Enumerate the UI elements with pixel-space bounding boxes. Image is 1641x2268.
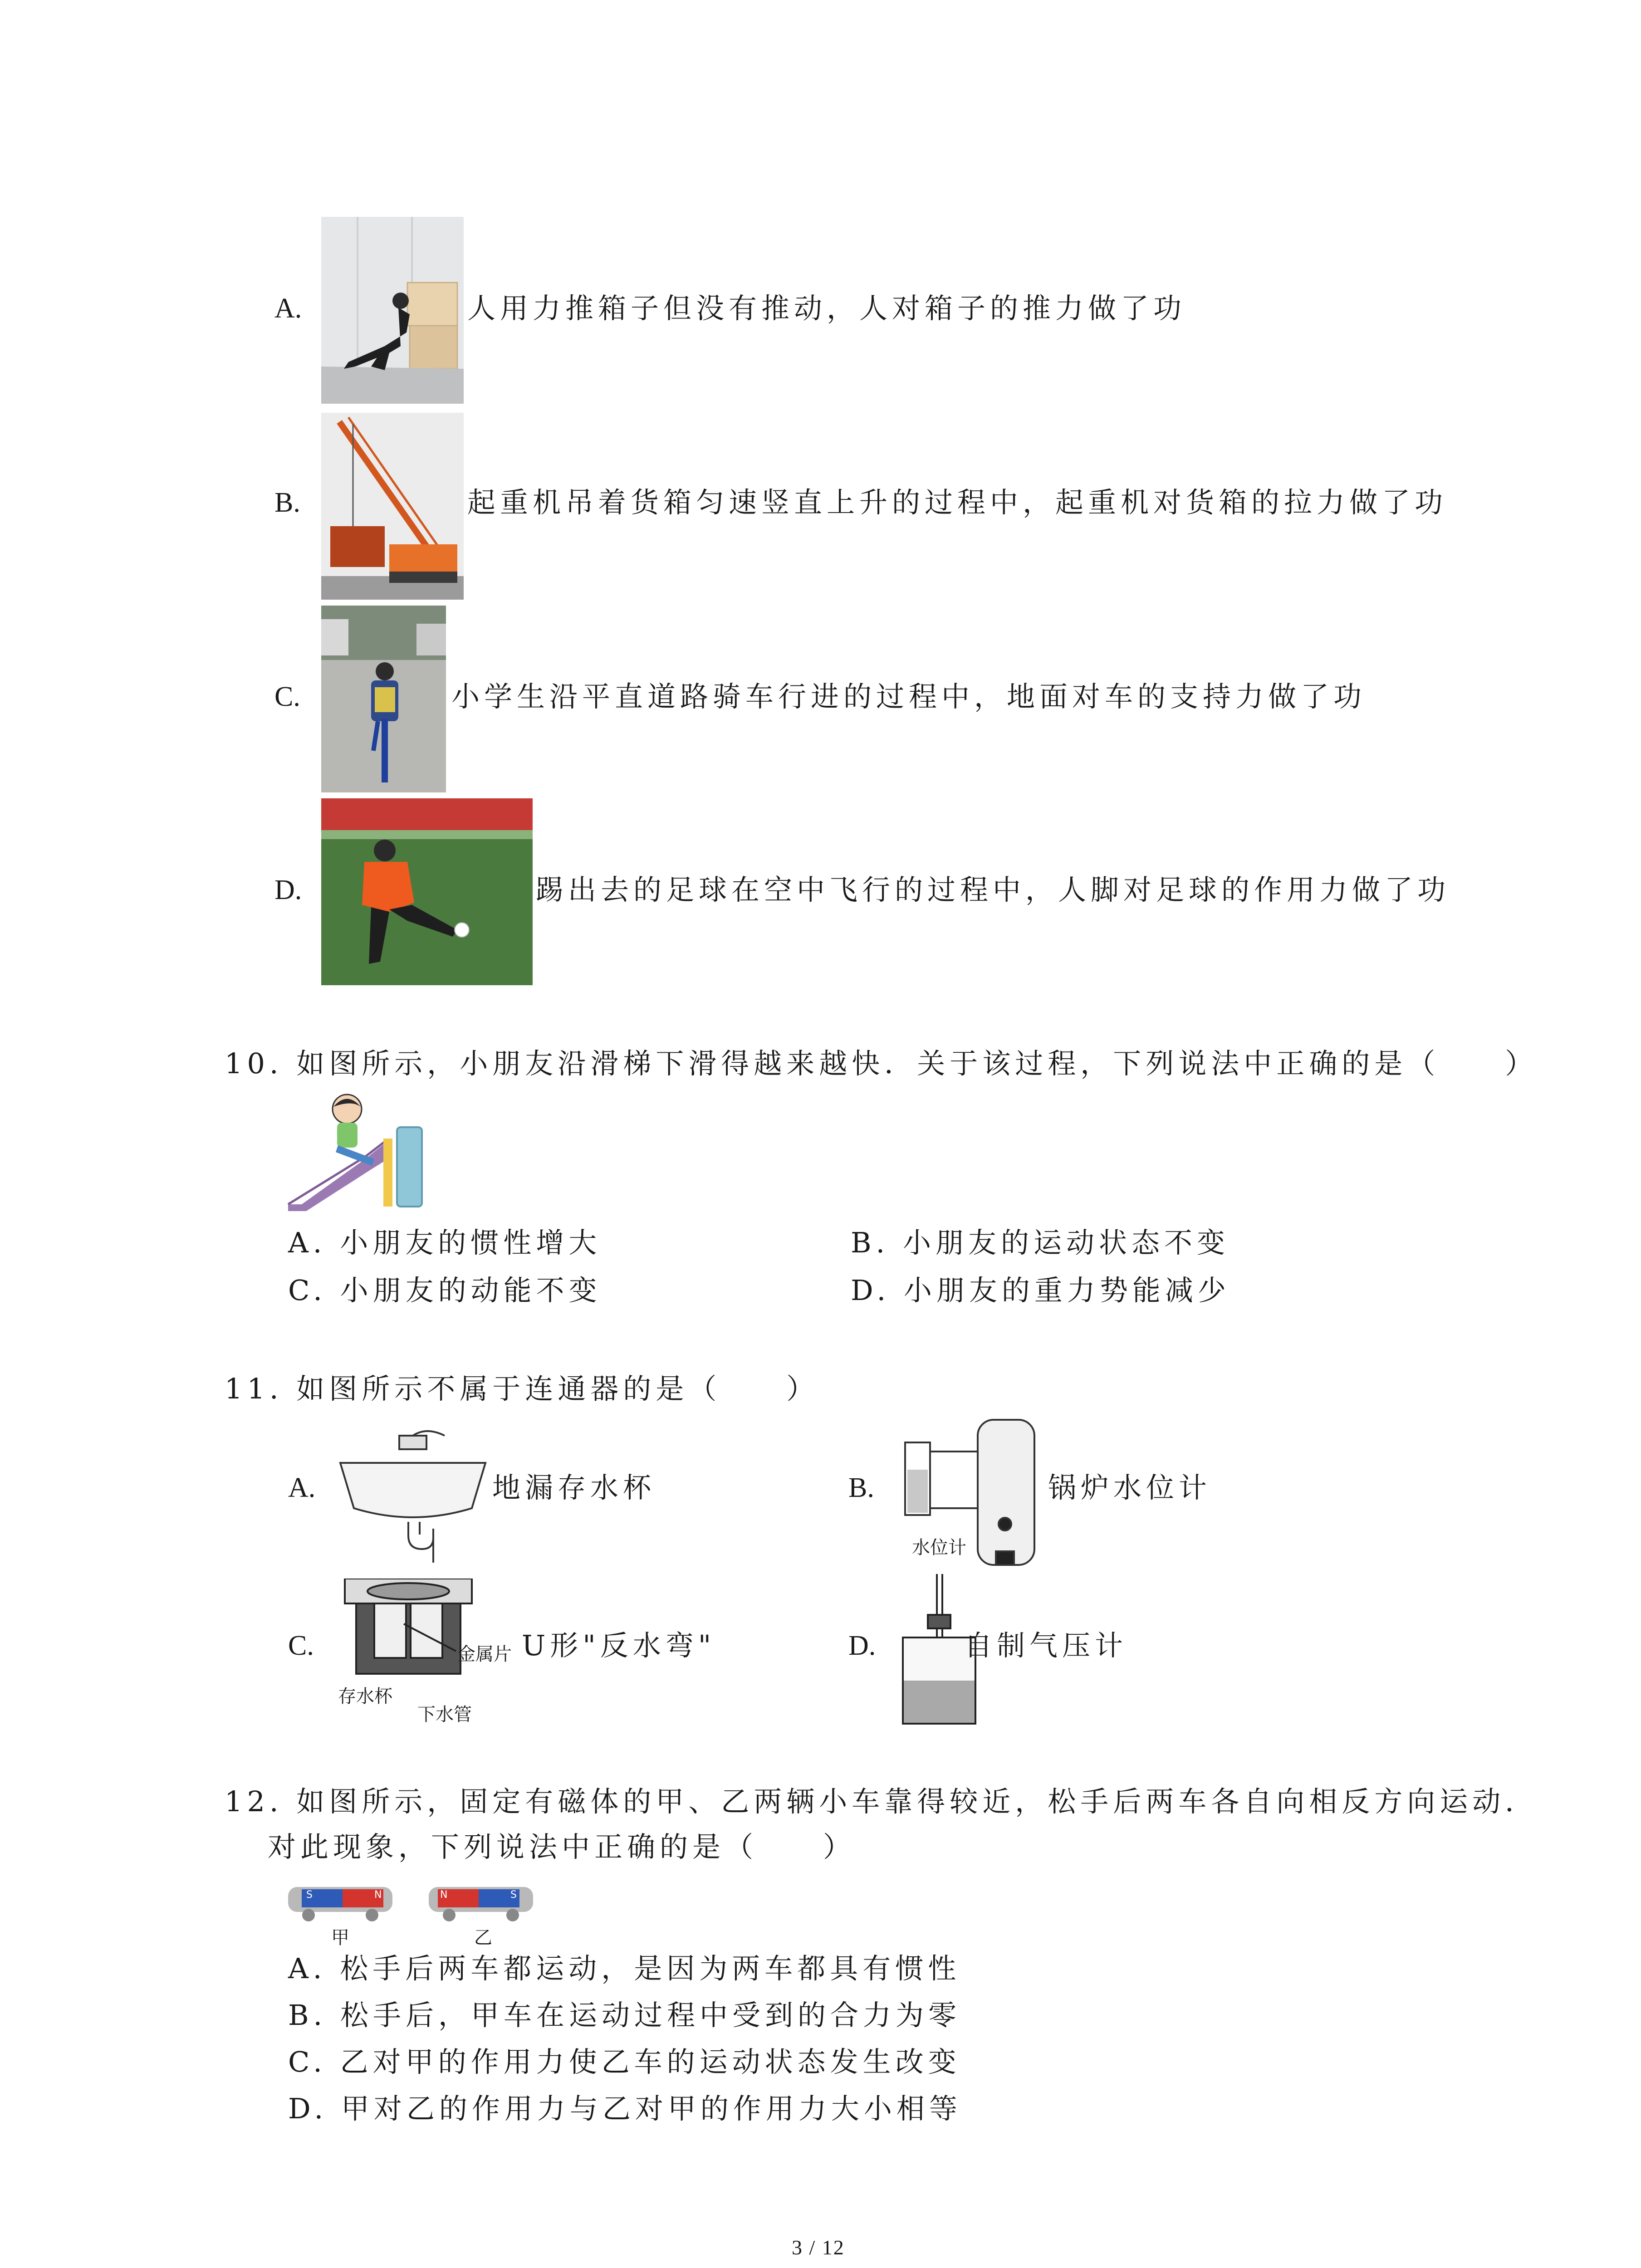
q9-option-d-text: 踢出去的足球在空中飞行的过程中，人脚对足球的作用力做了功 [535, 873, 1450, 906]
car-yi-label: 乙 [474, 1927, 492, 1948]
q11-option-d-text: 自制气压计 [964, 1629, 1128, 1662]
football-photo [321, 798, 533, 985]
q9-option-c-letter: C. [274, 681, 300, 712]
q11-option-c-letter: C. [288, 1630, 314, 1661]
q9-option-d-letter: D. [274, 875, 302, 905]
water-cup-label: 存水杯 [338, 1686, 392, 1707]
q11-option-a-letter: A. [288, 1472, 316, 1503]
q11-option-a-text: 地漏存水杯 [492, 1471, 656, 1504]
q10-option-b: B. 小朋友的运动状态不变 [851, 1226, 1230, 1259]
metal-plate-label: 金属片 [457, 1644, 512, 1665]
push-box-photo [321, 217, 464, 404]
q9-option-a-letter: A. [274, 293, 302, 324]
boiler-diagram [898, 1411, 1048, 1569]
q9-option-c-text: 小学生沿平直道路骑车行进的过程中，地面对车的支持力做了功 [451, 680, 1367, 713]
car-jia-label: 甲 [331, 1927, 349, 1948]
drain-pipe-label: 下水管 [417, 1704, 472, 1725]
q9-option-b-text: 起重机吊着货箱匀速竖直上升的过程中，起重机对货箱的拉力做了功 [467, 486, 1448, 519]
q10-option-c: C. 小朋友的动能不变 [288, 1274, 602, 1307]
car-right-pole-n: N [440, 1889, 448, 1901]
q12-stem-line1: 12. 如图所示，固定有磁体的甲、乙两辆小车靠得较近，松手后两车各自向相反方向运动． [225, 1785, 1538, 1818]
car-right-pole-s: S [510, 1889, 517, 1901]
slide-illustration [284, 1091, 433, 1213]
q10-option-a: A. 小朋友的惯性增大 [288, 1226, 602, 1259]
page-number: 3 / 12 [792, 2236, 845, 2259]
q10-option-d: D. 小朋友的重力势能减少 [851, 1274, 1230, 1307]
water-level-gauge-label: 水位计 [912, 1537, 966, 1558]
q11-option-d-letter: D. [848, 1630, 876, 1661]
q12-option-a: A. 松手后两车都运动，是因为两车都具有惯性 [288, 1952, 961, 1985]
crane-photo [321, 413, 464, 600]
q12-stem-line2: 对此现象，下列说法中正确的是（ ） [268, 1830, 856, 1863]
car-left-pole-s: S [306, 1889, 313, 1901]
magnet-cars-diagram [284, 1878, 547, 1946]
q11-option-c-text: U形"反水弯" [522, 1629, 716, 1662]
u-trap-diagram [336, 1579, 526, 1728]
sink-diagram [336, 1427, 490, 1563]
q10-stem: 10. 如图所示，小朋友沿滑梯下滑得越来越快．关于该过程，下列说法中正确的是（ ） [225, 1047, 1538, 1080]
q12-option-b: B. 松手后，甲车在运动过程中受到的合力为零 [288, 1999, 961, 2032]
q9-option-a-text: 人用力推箱子但没有推动，人对箱子的推力做了功 [467, 292, 1186, 325]
q12-option-d: D. 甲对乙的作用力与乙对甲的作用力大小相等 [288, 2092, 962, 2125]
q12-option-c: C. 乙对甲的作用力使乙车的运动状态发生改变 [288, 2045, 961, 2078]
car-left-pole-n: N [374, 1889, 382, 1901]
q11-option-b-letter: B. [848, 1472, 874, 1503]
q11-stem: 11. 如图所示不属于连通器的是（ ） [225, 1372, 819, 1405]
bicycle-photo [321, 606, 446, 792]
q9-option-b-letter: B. [274, 487, 300, 518]
q11-option-b-text: 锅炉水位计 [1048, 1471, 1212, 1504]
